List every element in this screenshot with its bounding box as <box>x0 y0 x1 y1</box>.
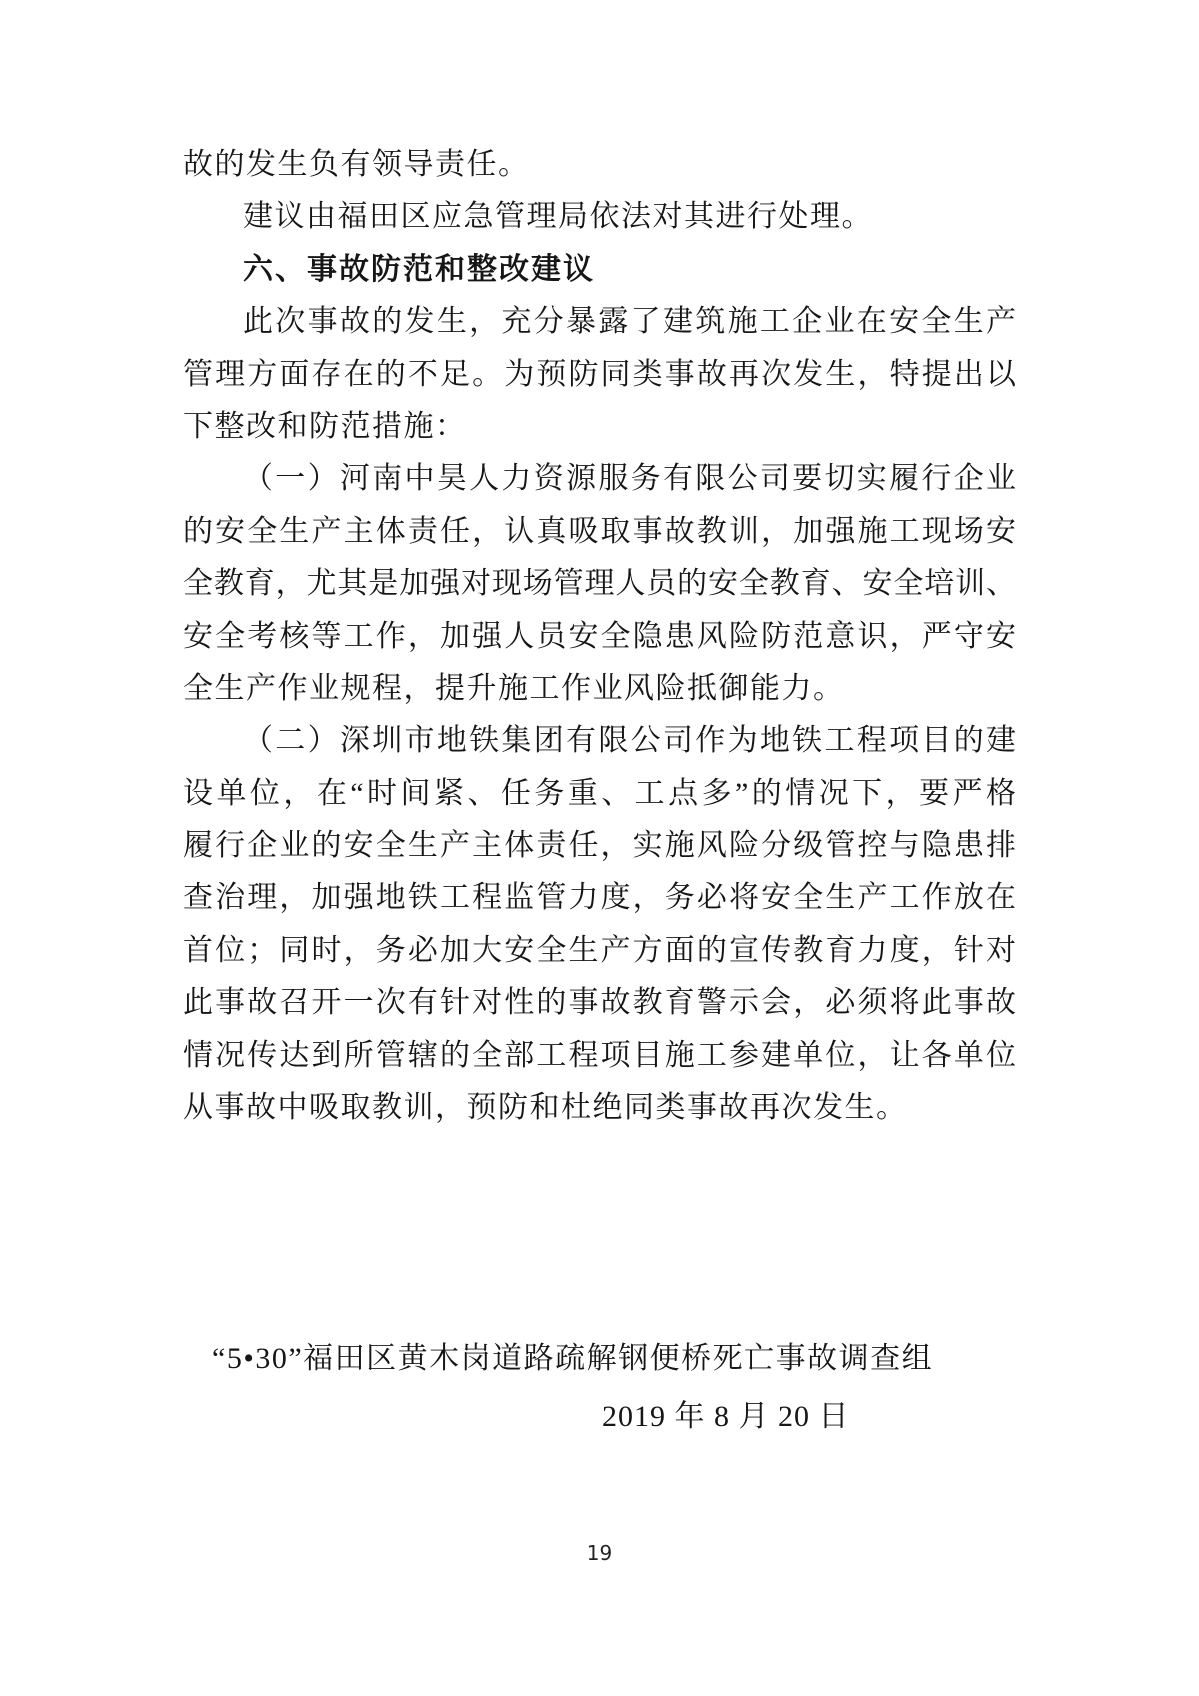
text-line: 故的发生负有领导责任。 <box>183 148 530 181</box>
text-line: 全教育，尤其是加强对现场管理人员的安全教育、安全培训、 <box>183 567 1016 601</box>
text-line: 下整改和防范措施： <box>183 409 467 443</box>
text-line: 查治理，加强地铁工程监管力度，务必将安全生产工作放在 <box>183 881 1016 915</box>
text-line: 设单位，在“时间紧、任务重、工点多”的情况下，要严格 <box>183 776 1016 810</box>
text-line: 首位；同时，务必加大安全生产方面的宣传教育力度，针对 <box>183 933 1016 967</box>
text-line: 管理方面存在的不足。为预防同类事故再次发生，特提出以 <box>183 357 1016 391</box>
text-line: （一）河南中昊人力资源服务有限公司要切实履行企业 <box>243 462 1016 496</box>
text-line: 安全考核等工作，加强人员安全隐患风险防范意识，严守安 <box>183 619 1016 653</box>
text-line: （二）深圳市地铁集团有限公司作为地铁工程项目的建 <box>243 724 1016 758</box>
text-line: 履行企业的安全生产主体责任，实施风险分级管控与隐患排 <box>183 829 1016 863</box>
blank-space <box>183 1134 1016 1330</box>
signature-date: 2019 年 8 月 20 日 <box>602 1400 850 1434</box>
text-line: 此次事故的发生，充分暴露了建筑施工企业在安全生产 <box>243 305 1016 339</box>
text-line: 建议由福田区应急管理局依法对其进行处理。 <box>243 200 873 234</box>
text-line: 此事故召开一次有针对性的事故教育警示会，必须将此事故 <box>183 986 1016 1020</box>
page-number: 19 <box>586 1541 613 1565</box>
text-line: 全生产作业规程，提升施工作业风险抵御能力。 <box>183 671 845 705</box>
text-line: 的安全生产主体责任，认真吸取事故教训，加强施工现场安 <box>183 514 1016 548</box>
section-heading: 六、事故防范和整改建议 <box>243 252 595 286</box>
signature-line: “5•30”福田区黄木岗道路疏解钢便桥死亡事故调查组 <box>212 1342 934 1376</box>
text-line: 情况传达到所管辖的全部工程项目施工参建单位，让各单位 <box>183 1038 1016 1072</box>
text-line: 从事故中吸取教训，预防和杜绝同类事故再次发生。 <box>183 1091 908 1125</box>
document-body <box>183 139 1016 1446</box>
